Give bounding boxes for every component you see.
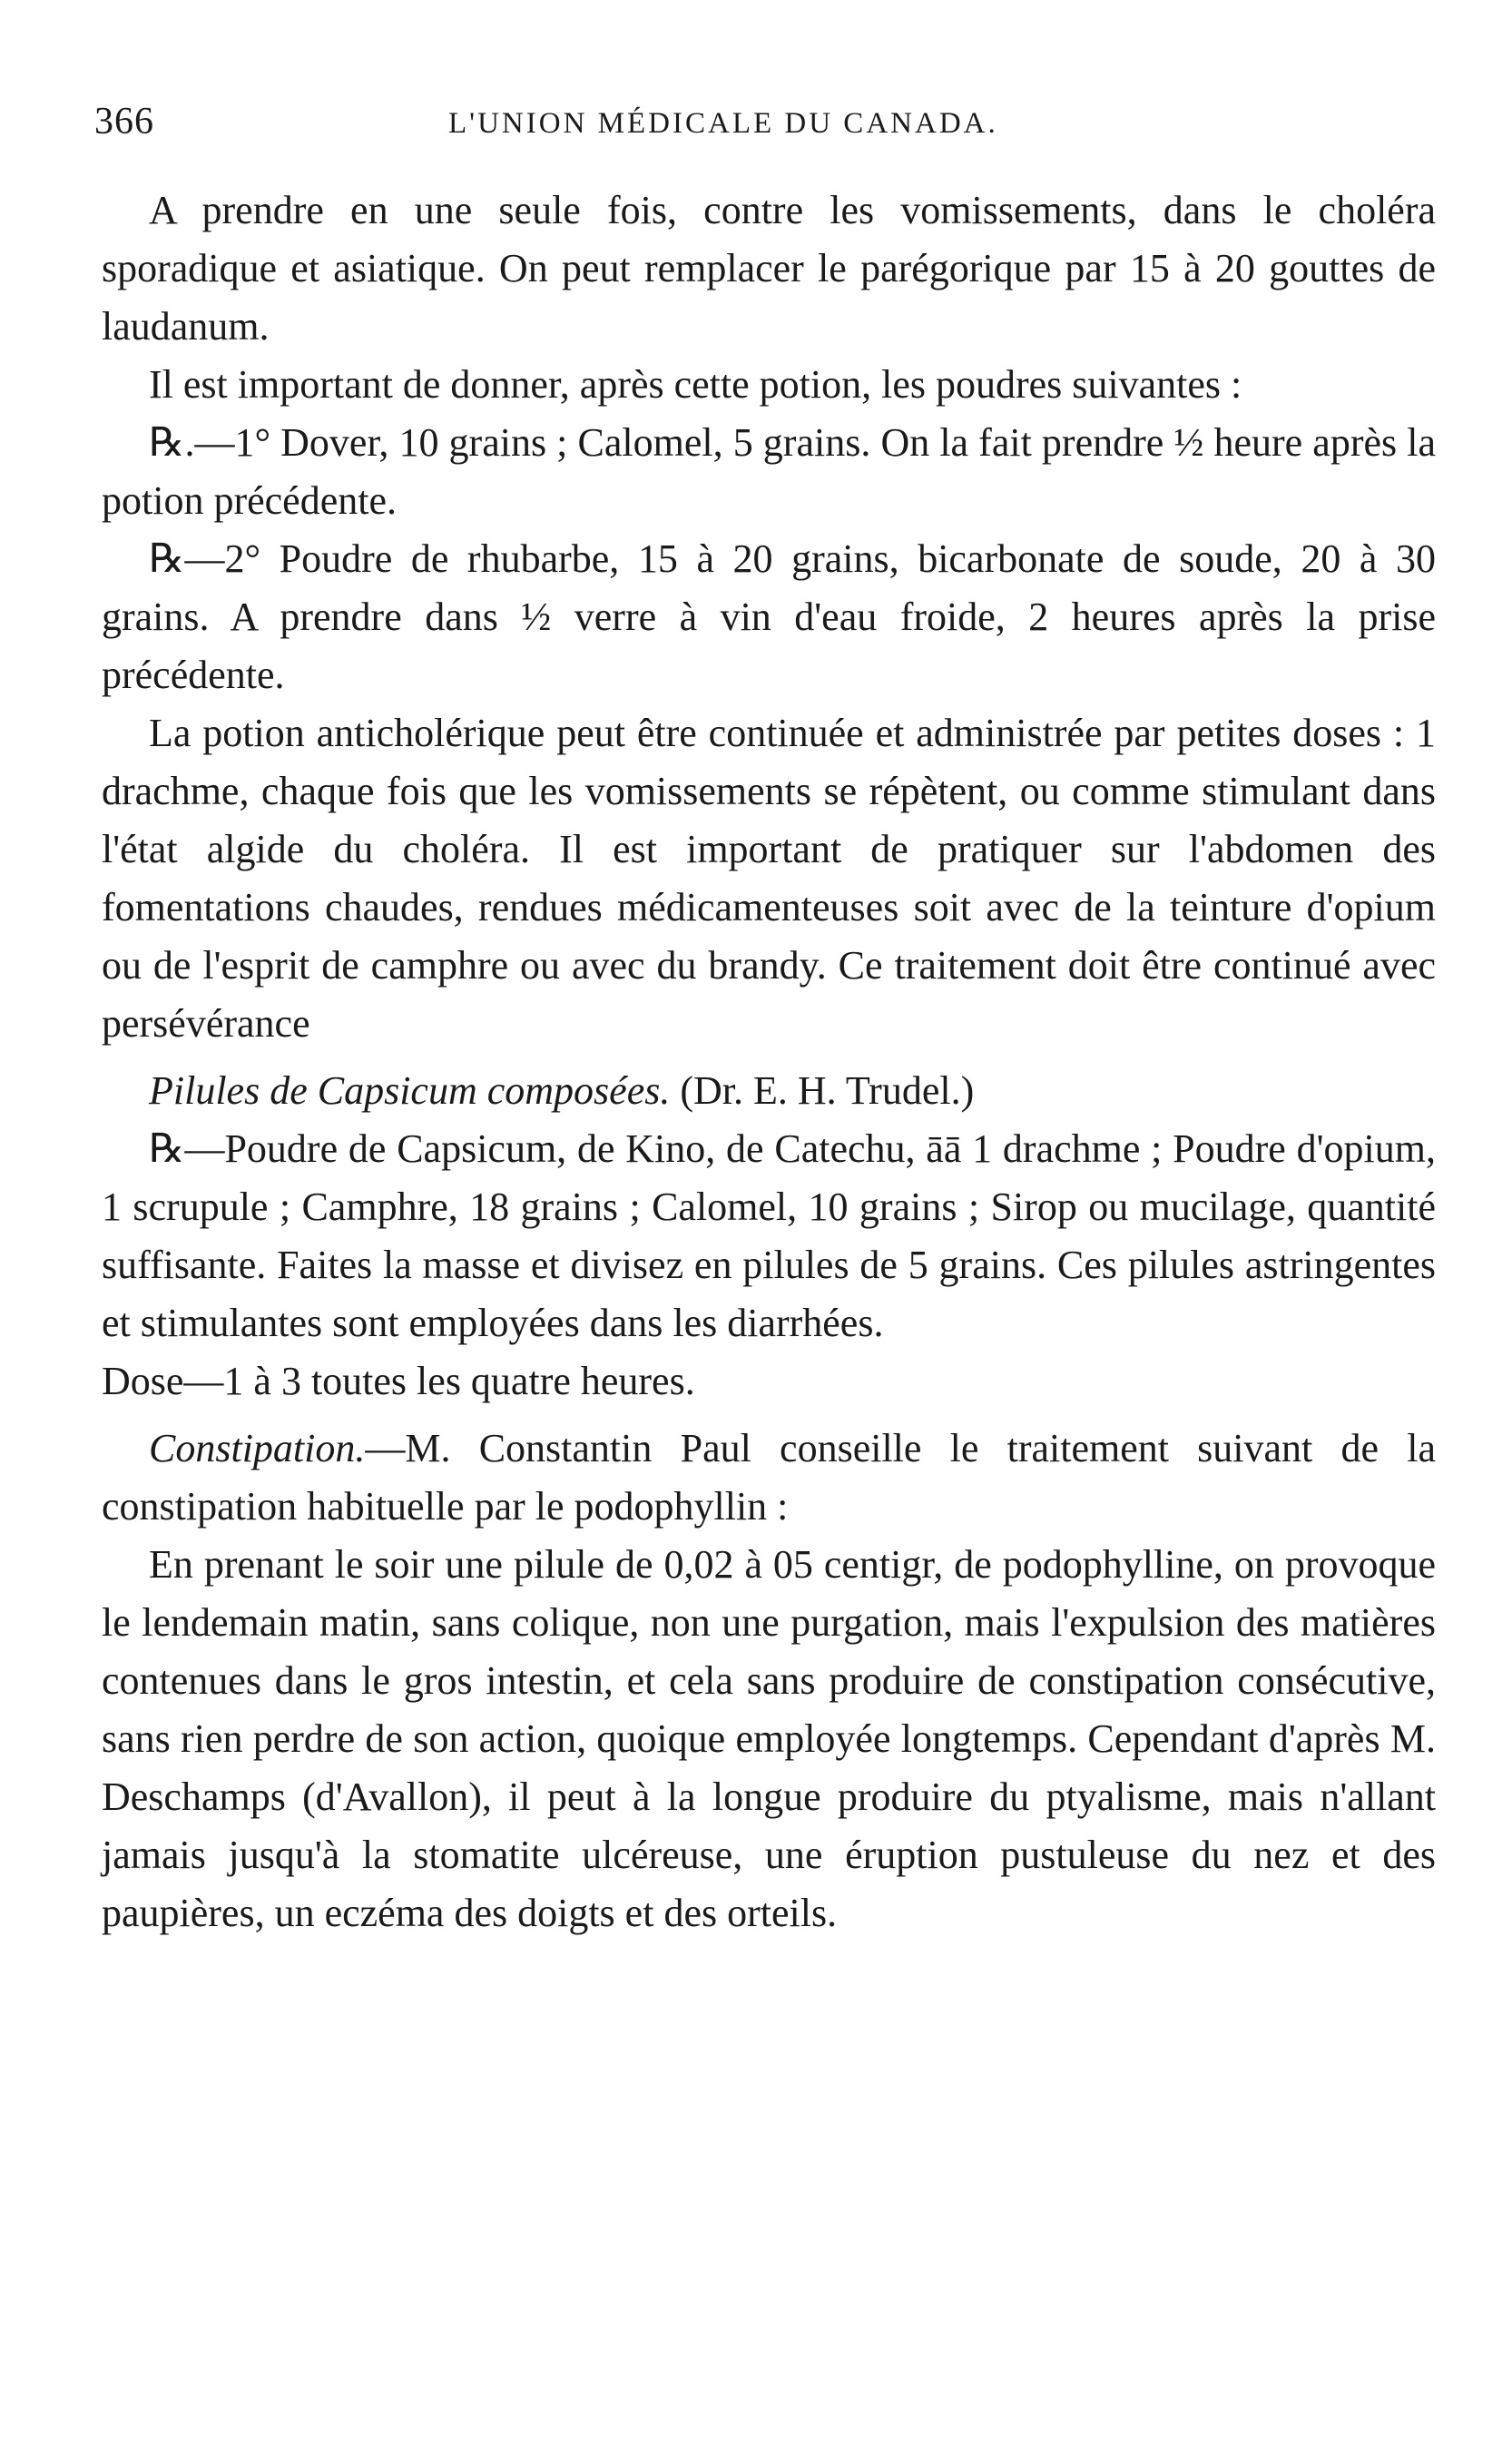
paragraph-prescription-dover: ℞.—1° Dover, 10 grains ; Calomel, 5 grains. On la fait prendre ½ heure après la potion précédente. xyxy=(102,420,1436,523)
capsicum-pills-title: Pilules de Capsicum composées. xyxy=(149,1068,671,1113)
paragraph-capsicum-pills-heading: Pilules de Capsicum composées. (Dr. E. H. Trudel.) xyxy=(149,1068,975,1113)
constipation-title: Constipation. xyxy=(149,1426,366,1470)
page-header xyxy=(94,100,1438,154)
page-number: 366 xyxy=(94,101,154,143)
paragraph-podophylline: En prenant le soir une pilule de 0,02 à 05 centigr, de podophylline, on provoque le lendemain matin, sans colique, non une purgation, mais l'expulsion des matières contenues dans le gros intestin, et cela sans produire de constipation consécutive, sans rien perdre de son action, quoique employée longtemps. Cependant d'après M. Deschamps (d'Avallon), il peut à la longue produire du ptyalisme, mais n'allant jamais jusqu'à la stomatite ulcéreuse, une éruption pustuleuse du nez et des paupières, un eczéma des doigts et des orteils. xyxy=(102,1542,1436,1935)
paragraph-powders-intro: Il est important de donner, après cette potion, les poudres suivantes : xyxy=(149,362,1242,407)
paragraph-dose: Dose—1 à 3 toutes les quatre heures. xyxy=(102,1359,695,1403)
paragraph-anticholeric-potion: La potion anticholérique peut être continuée et administrée par petites doses : 1 drachme, chaque fois que les vomissements se répètent, ou comme stimulant dans l'état algide du choléra. Il est important de pratiquer sur l'abdomen des fomentations chaudes, rendues médicamenteuses soit avec de la teinture d'opium ou de l'esprit de camphre ou avec du brandy. Ce traitement doit être continué avec persévérance xyxy=(102,711,1436,1046)
paragraph-prescription-rhubarb: ℞—2° Poudre de rhubarbe, 15 à 20 grains, bicarbonate de soude, 20 à 30 grains. A prendre dans ½ verre à vin d'eau froide, 2 heures après la prise précédente. xyxy=(102,536,1436,697)
body-text xyxy=(102,182,1436,1942)
paragraph-constipation-heading: Constipation.—M. Constantin Paul conseille le traitement suivant de la constipation habituelle par le podophyllin : xyxy=(102,1426,1436,1529)
paragraph-vomiting-dose: A prendre en une seule fois, contre les vomissements, dans le choléra sporadique et asiatique. On peut remplacer le parégorique par 15 à 20 gouttes de laudanum. xyxy=(102,188,1436,349)
running-title: L'UNION MÉDICALE DU CANADA. xyxy=(448,107,998,140)
paragraph-capsicum-prescription: ℞—Poudre de Capsicum, de Kino, de Catechu, āā 1 drachme ; Poudre d'opium, 1 scrupule ; Camphre, 18 grains ; Calomel, 10 grains ; Sirop ou mucilage, quantité suffisante. Faites la masse et divisez en pilules de 5 grains. Ces pilules astringentes et stimulantes sont employées dans les diarrhées. xyxy=(102,1126,1436,1345)
